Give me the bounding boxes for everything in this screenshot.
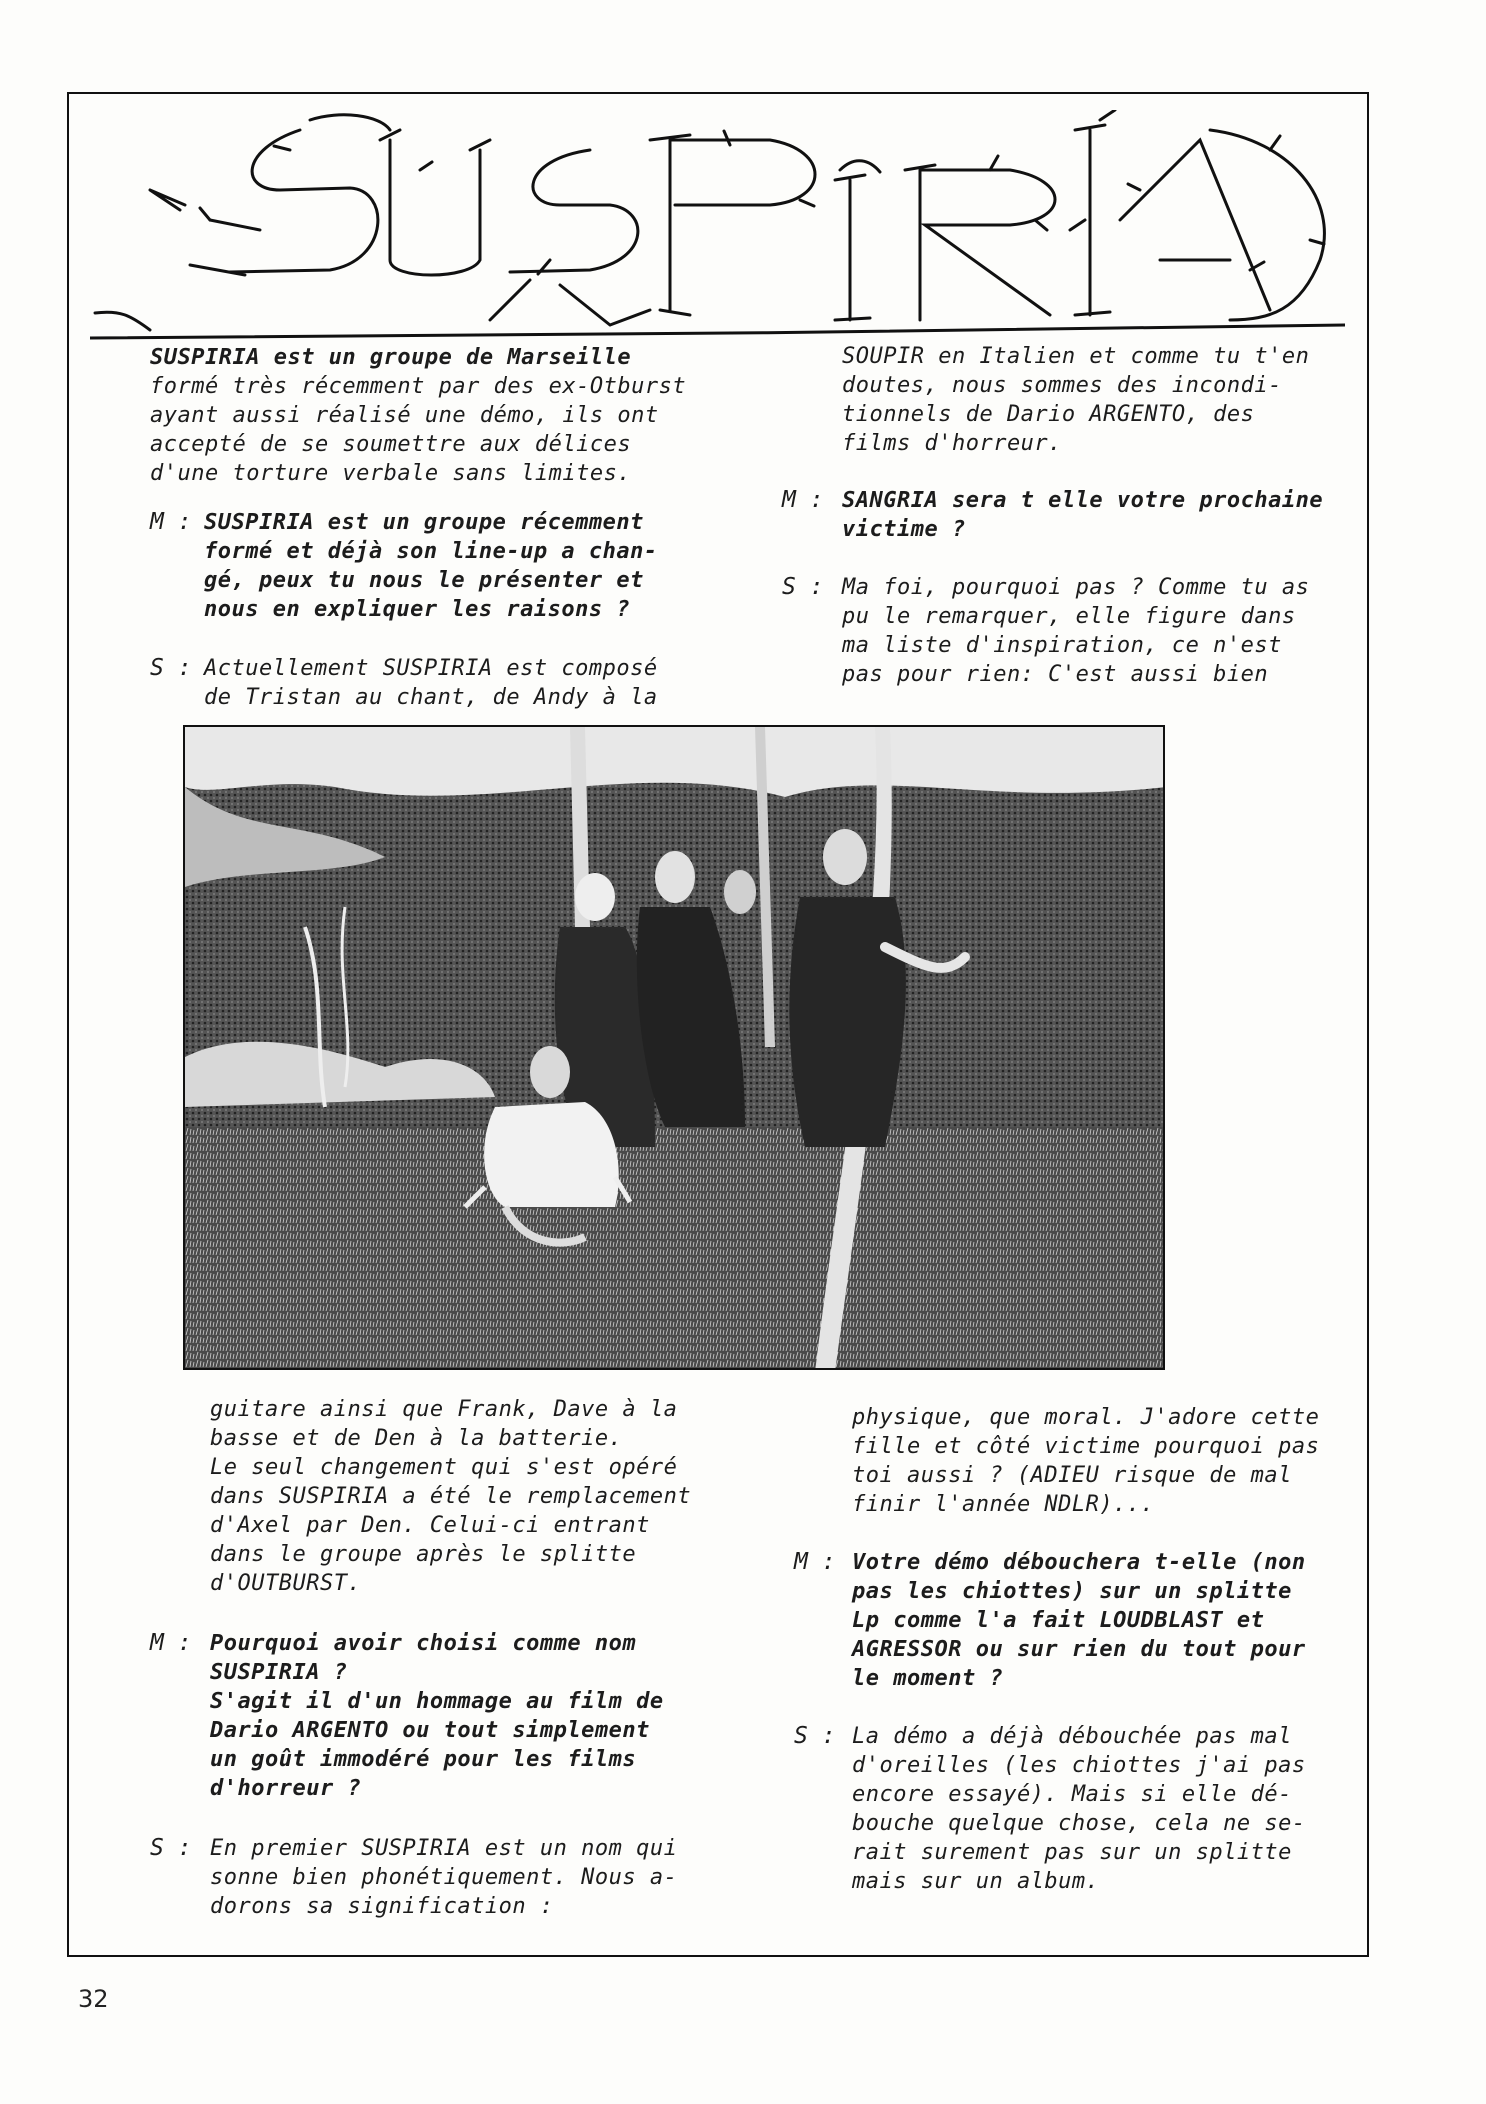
question-line: Pourquoi avoir choisi comme nom bbox=[210, 1631, 637, 1656]
answer-line: mais sur un album. bbox=[852, 1869, 1100, 1894]
answer-line: En premier SUSPIRIA est un nom qui bbox=[210, 1836, 678, 1861]
question-line: nous en expliquer les raisons ? bbox=[204, 597, 631, 622]
answer-line: sonne bien phonétiquement. Nous a- bbox=[210, 1865, 678, 1890]
question-line: Dario ARGENTO ou tout simplement bbox=[210, 1718, 650, 1743]
answer-line: Le seul changement qui s'est opéré bbox=[210, 1455, 678, 1480]
answer-speaker: S : bbox=[794, 1723, 836, 1749]
answer-speaker: S : bbox=[150, 1835, 192, 1861]
answer-line: films d'horreur. bbox=[842, 431, 1062, 456]
band-logo bbox=[90, 110, 1345, 345]
question-speaker: M : bbox=[782, 487, 824, 513]
answer-line: pu le remarquer, elle figure dans bbox=[842, 604, 1296, 629]
answer-speaker: S : bbox=[782, 574, 824, 600]
answer-line: d'Axel par Den. Celui-ci entrant bbox=[210, 1513, 650, 1538]
page-number: 32 bbox=[78, 1985, 109, 2013]
question-line: gé, peux tu nous le présenter et bbox=[204, 568, 644, 593]
intro-line-2: formé très récemment par des ex-Otburst bbox=[150, 374, 687, 399]
answer-line: toi aussi ? (ADIEU risque de mal bbox=[852, 1463, 1292, 1488]
answer-line: tionnels de Dario ARGENTO, des bbox=[842, 402, 1255, 427]
answer-line: basse et de Den à la batterie. bbox=[210, 1426, 623, 1451]
question-speaker: M : bbox=[150, 509, 192, 535]
band-photo-image bbox=[185, 727, 1165, 1370]
answer-line: d'oreilles (les chiottes j'ai pas bbox=[852, 1753, 1306, 1778]
question-line: SANGRIA sera t elle votre prochaine bbox=[842, 488, 1324, 513]
intro-line-1: SUSPIRIA est un groupe de Marseille bbox=[150, 345, 632, 370]
answer-line: La démo a déjà débouchée pas mal bbox=[852, 1724, 1292, 1749]
question-line: un goût immodéré pour les films bbox=[210, 1747, 637, 1772]
answer-line: dans SUSPIRIA a été le remplacement bbox=[210, 1484, 692, 1509]
question-line: pas les chiottes) sur un splitte bbox=[852, 1579, 1292, 1604]
band-photo bbox=[183, 725, 1165, 1370]
answer-line: ma liste d'inspiration, ce n'est bbox=[842, 633, 1282, 658]
answer-line: SOUPIR en Italien et comme tu t'en bbox=[842, 344, 1310, 369]
question-line: Votre démo débouchera t-elle (non bbox=[852, 1550, 1306, 1575]
intro-line-5: d'une torture verbale sans limites. bbox=[150, 461, 632, 486]
intro-line-4: accepté de se soumettre aux délices bbox=[150, 432, 632, 457]
answer-line: doutes, nous sommes des incondi- bbox=[842, 373, 1282, 398]
question-speaker: M : bbox=[794, 1549, 836, 1575]
answer-line: encore essayé). Mais si elle dé- bbox=[852, 1782, 1292, 1807]
answer-speaker: S : bbox=[150, 655, 192, 681]
answer-line: pas pour rien: C'est aussi bien bbox=[842, 662, 1269, 687]
answer-line: Ma foi, pourquoi pas ? Comme tu as bbox=[842, 575, 1310, 600]
intro-line-3: ayant aussi réalisé une démo, ils ont bbox=[150, 403, 659, 428]
answer-line: bouche quelque chose, cela ne se- bbox=[852, 1811, 1306, 1836]
answer-line: guitare ainsi que Frank, Dave à la bbox=[210, 1397, 678, 1422]
question-line: AGRESSOR ou sur rien du tout pour bbox=[852, 1637, 1306, 1662]
answer-line: fille et côté victime pourquoi pas bbox=[852, 1434, 1320, 1459]
question-line: S'agit il d'un hommage au film de bbox=[210, 1689, 664, 1714]
answer-line: physique, que moral. J'adore cette bbox=[852, 1405, 1320, 1430]
answer-line: de Tristan au chant, de Andy à la bbox=[204, 685, 658, 710]
answer-line: dans le groupe après le splitte bbox=[210, 1542, 637, 1567]
question-line: victime ? bbox=[842, 517, 966, 542]
answer-line: finir l'année NDLR)... bbox=[852, 1492, 1155, 1517]
answer-line: rait surement pas sur un splitte bbox=[852, 1840, 1292, 1865]
question-line: formé et déjà son line-up a chan- bbox=[204, 539, 658, 564]
answer-line: dorons sa signification : bbox=[210, 1894, 554, 1919]
answer-line: Actuellement SUSPIRIA est composé bbox=[204, 656, 658, 681]
answer-line: d'OUTBURST. bbox=[210, 1571, 362, 1596]
question-speaker: M : bbox=[150, 1630, 192, 1656]
question-line: le moment ? bbox=[852, 1666, 1004, 1691]
question-line: Lp comme l'a fait LOUDBLAST et bbox=[852, 1608, 1265, 1633]
question-line: d'horreur ? bbox=[210, 1776, 362, 1801]
question-line: SUSPIRIA est un groupe récemment bbox=[204, 510, 644, 535]
question-line: SUSPIRIA ? bbox=[210, 1660, 348, 1685]
